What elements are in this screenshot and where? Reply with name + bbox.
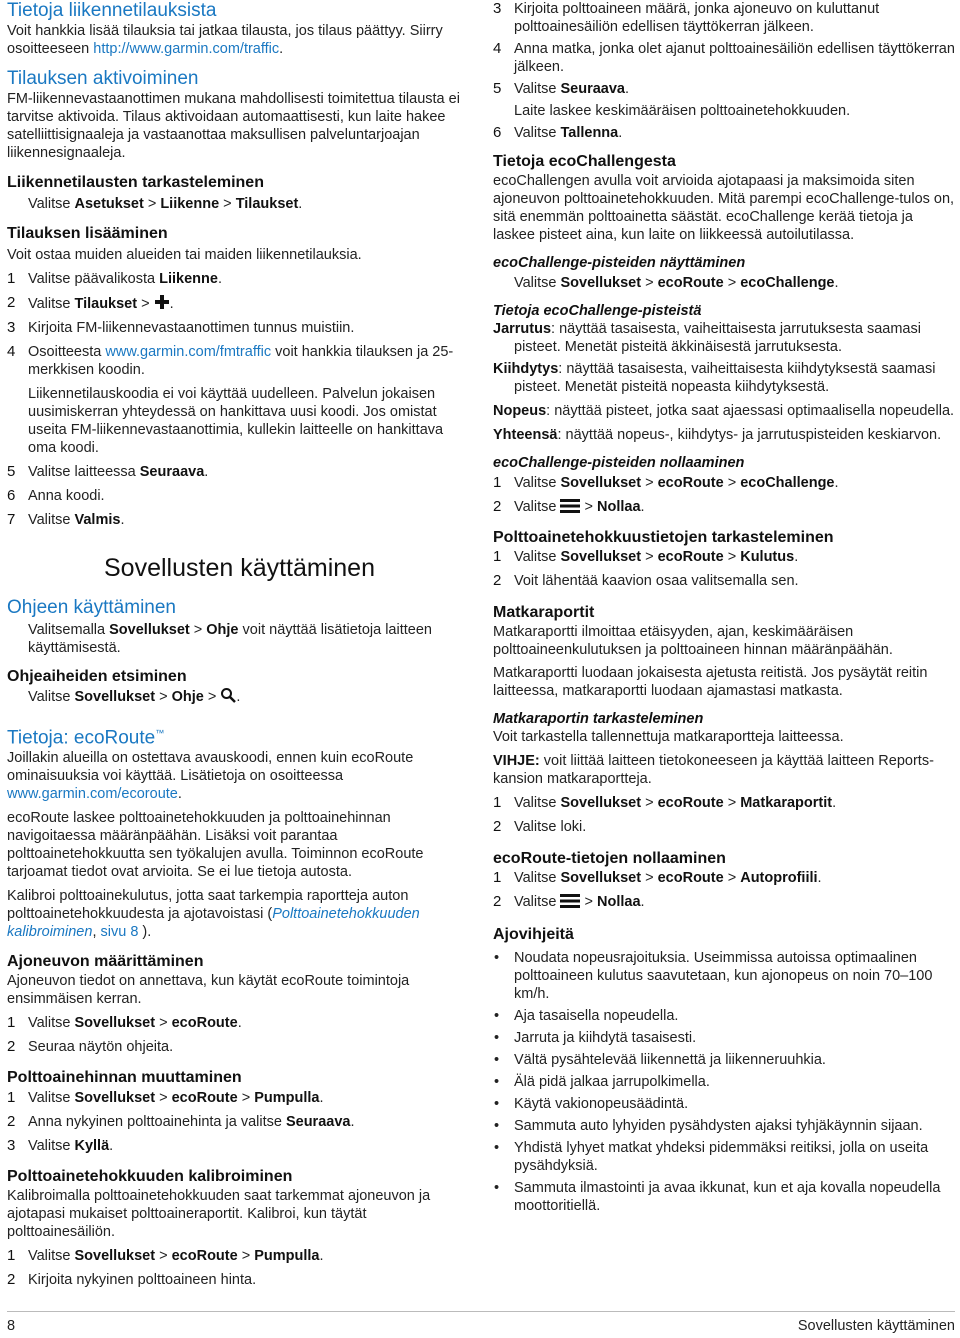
braking-definition: Jarrutus: näyttää tasaisesta, vaiheittaisesta jarrutuksesta saamasi pisteet. Menetät pisteitä äkkinäisestä jarrutuksesta. — [493, 321, 921, 355]
tip-item: • Vältä pysähtelevää liikennettä ja liikenneruuhkia. — [494, 1052, 826, 1068]
fuelinfo-step-1: 1 Valitse Sovellukset > ecoRoute > Kulutus. — [493, 548, 799, 565]
viewrep-step-1: 1 Valitse Sovellukset > ecoRoute > Matkaraportit. — [493, 794, 837, 811]
ecoroute-heading: Tietoja: ecoRoute™ — [7, 727, 165, 749]
tip-item: • Käytä vakionopeusäädintä. — [494, 1096, 689, 1112]
fuel-info-heading: Polttoainetehokkuustietojen tarkasteleminen — [493, 529, 834, 546]
search-help-step: Valitse Sovellukset > Ohje > . — [28, 689, 241, 705]
calib-step-6: 6 Valitse Tallenna. — [493, 124, 623, 141]
calib-step-5-note: Laite laskee keskimääräisen polttoainetehokkuuden. — [514, 103, 851, 119]
traffic-body: Voit hankkia lisää tilauksia tai jatkaa tilausta, jos tilaus päättyy. Siirry osoitteeseen http://www.garmin.com/traffic. — [7, 23, 443, 57]
footer-rule — [7, 1311, 955, 1312]
driving-tips-list — [493, 949, 955, 1215]
calib-step-3: 3 Kirjoita polttoaineen määrä, jonka ajoneuvo on kuluttanut polttoainesäiliön edellisen täyttökerran jälkeen. — [493, 0, 880, 35]
tip-item: • Älä pidä jalkaa jarrupolkimella. — [494, 1074, 710, 1090]
view-report-heading: Matkaraportin tarkasteleminen — [493, 711, 704, 727]
mileage-p2: Matkaraportti luodaan jokaisesta ajetusta reitistä. Jos pysäytät reitin laitteessa, matkaraportti luodaan ajamastasi matkasta. — [493, 665, 928, 699]
tip-item: • Jarruta ja kiihdytä tasaisesti. — [494, 1030, 697, 1046]
calib-step-5: 5 Valitse Seuraava. Laite laskee keskimääräisen polttoainetehokkuuden. — [493, 80, 955, 120]
add-step-2: 2 Valitse Tilaukset > . — [7, 294, 174, 312]
calib-step-1: 1 Valitse Sovellukset > ecoRoute > Pumpulla. — [7, 1247, 324, 1265]
reset-data-heading: ecoRoute-tietojen nollaaminen — [493, 850, 726, 867]
view-subscriptions-step: Valitse Asetukset > Liikenne > Tilaukset. — [28, 196, 303, 212]
total-definition: Yhteensä: näyttää nopeus-, kiihdytys- ja jarrutuspisteiden keskiarvon. — [493, 427, 942, 443]
tip-note: VIHJE: voit liittää laitteen tietokoneeseen ja käyttää laitteen Reports-kansion matkaraportteja. — [493, 753, 934, 787]
calib-step-4: 4 Anna matka, jonka olet ajanut polttoainesäiliön edellisen täyttökerran jälkeen. — [493, 40, 955, 75]
fmtraffic-link[interactable]: www.garmin.com/fmtraffic — [105, 344, 272, 360]
speed-definition: Nopeus: näyttää pisteet, jotka saat ajaessasi optimaalisella nopeudella. — [493, 403, 955, 419]
menu-icon — [560, 894, 580, 908]
show-scores-heading: ecoChallenge-pisteiden näyttäminen — [493, 255, 746, 271]
show-scores-step: Valitse Sovellukset > ecoRoute > ecoChallenge. — [514, 275, 839, 291]
activation-heading: Tilauksen aktivoiminen — [7, 68, 199, 89]
help-body: Valitsemalla Sovellukset > Ohje voit näyttää lisätietoja laitteen käyttämisestä. — [28, 622, 432, 656]
fuel-price-heading: Polttoainehinnan muuttaminen — [7, 1069, 242, 1087]
driving-tips-heading: Ajovihjeitä — [493, 926, 574, 943]
activation-body: FM-liikennevastaanottimen mukana mahdollisesti toimitettua tilausta ei tarvitse aktivoida. Tilaus aktivoidaan automaattisesti, kun laite hakee satelliittisignaaleja ja vastaanottaa maksullisen palveluntarjoajan liikennesignaaleja. — [7, 91, 460, 161]
calibration-xref-link[interactable]: Polttoainetehokkuuden kalibroiminen — [7, 906, 420, 941]
menu-icon — [560, 499, 580, 513]
tip-item: • Sammuta auto lyhyiden pysähdysten ajaksi tyhjäkäynnin sijaan. — [494, 1118, 923, 1134]
add-subscription-heading: Tilauksen lisääminen — [7, 225, 168, 242]
search-icon — [220, 687, 236, 703]
calibration-body: Kalibroimalla polttoainetehokkuuden saat tarkemmat ajoneuvon ja ajotapasi mukaiset polttoaineraportit. Kalibroi, kun täytät polttoainesäiliön. — [7, 1188, 431, 1241]
viewrep-step-2: 2 Valitse loki. — [493, 818, 587, 835]
plus-icon — [154, 294, 170, 310]
traffic-subscriptions-heading: Tietoja liikennetilauksista — [7, 0, 217, 21]
tip-item: • Aja tasaisella nopeudella. — [494, 1008, 679, 1024]
acceleration-definition: Kiihdytys: näyttää tasaisesta, vaiheittaisesta kiihdytyksestä saamasi pisteet. Menetät pisteitä nopeasta kiihdytyksestä. — [493, 361, 936, 395]
ecoroute-p1: Joillakin alueilla on ostettava avauskoodi, ennen kuin ecoRoute ominaisuuksia voi käyttää. Lisätietoja on osoitteessa www.garmin.com/ecoroute. — [7, 750, 414, 803]
ecochallenge-body: ecoChallengen avulla voit arvioida ajotapaasi ja maksimoida siten ajoneuvon polttoainetehokkuuden. Mitä parempi ecoChallenge-tulos on, sitä enemmän polttoainetta säästät. ecoChallenge kerää tietoja ja laskee pisteet aina, kun laite on liikkeessä autoilutilassa. — [493, 173, 955, 243]
add-step-3: 3 Kirjoita FM-liikennevastaanottimen tunnus muistiin. — [7, 319, 355, 336]
tip-item: • Noudata nopeusrajoituksia. Useimmissa autoissa optimaalinen polttoaineen kulutus saavutetaan, kun ajonopeus on noin 70–100 km/h. — [494, 950, 933, 1002]
price-step-2: 2 Anna nykyinen polttoainehinta ja valitse Seuraava. — [7, 1113, 355, 1131]
tip-item: • Yhdistä lyhyet matkat yhdeksi pidemmäksi reitiksi, jolla on useita pysähdyksiä. — [494, 1140, 929, 1174]
add-step-4: 4 Osoitteesta www.garmin.com/fmtraffic voit hankkia tilauksen ja 25-merkkisen koodin. Liikennetilauskoodia ei voi käyttää uudelleen. Palvelun jokaisen uusimiskerran yhteydessä on hankittava uusi koodi. Jos omistat useita FM-liikennevastaanottimia, kullekin laitteelle on hankittava oma koodi. — [7, 343, 472, 457]
calib-step-2: 2 Kirjoita nykyinen polttoaineen hinta. — [7, 1271, 257, 1289]
reset-step-2: 2 Valitse > Nollaa. — [493, 498, 645, 515]
ecoroute-p2: ecoRoute laskee polttoainetehokkuuden ja polttoainehinnan navigoitaessa määränpäähän. Lisäksi voit parantaa polttoainetehokkuutta sen työkalujen avulla. Toiminnon ecoRoute tarjoamat tiedot ovat arvioita. Se ei lue tietoja autosta. — [7, 810, 424, 881]
help-heading: Ohjeen käyttäminen — [7, 597, 176, 618]
search-help-heading: Ohjeaiheiden etsiminen — [7, 668, 187, 685]
tip-item: • Sammuta ilmastointi ja avaa ikkunat, kun et aja kovalla nopeudella moottoritiellä. — [494, 1180, 941, 1214]
chapter-title: Sovellusten käyttäminen — [104, 554, 375, 582]
left-column — [7, 0, 472, 1289]
price-step-3: 3 Valitse Kyllä. — [7, 1137, 114, 1155]
page-xref-link[interactable]: sivu 8 — [100, 924, 139, 941]
add-step-5: 5 Valitse laitteessa Seuraava. — [7, 463, 209, 480]
vehicle-body: Ajoneuvon tiedot on annettava, kun käytät ecoRoute toimintoja ensimmäisen kerran. — [7, 973, 410, 1008]
mileage-heading: Matkaraportit — [493, 604, 595, 621]
right-column — [493, 0, 955, 1215]
add-step-6: 6 Anna koodi. — [7, 487, 105, 504]
page-number: 8 — [7, 1318, 16, 1334]
add-subscription-intro: Voit ostaa muiden alueiden tai maiden liikennetilauksia. — [7, 247, 362, 263]
calibration-heading: Polttoainetehokkuuden kalibroiminen — [7, 1168, 293, 1186]
vehicle-step-2: 2 Seuraa näytön ohjeita. — [7, 1038, 174, 1056]
price-step-1: 1 Valitse Sovellukset > ecoRoute > Pumpulla. — [7, 1089, 324, 1107]
add-step-1: 1 Valitse päävalikosta Liikenne. — [7, 270, 222, 287]
add-step-7: 7 Valitse Valmis. — [7, 511, 125, 528]
vehicle-heading: Ajoneuvon määrittäminen — [7, 953, 204, 971]
vehicle-step-1: 1 Valitse Sovellukset > ecoRoute. — [7, 1014, 242, 1032]
add-step-4-note: Liikennetilauskoodia ei voi käyttää uudelleen. Palvelun jokaisen uusimiskerran yhteydessä on hankittava uusi koodi. Jos omistat useita FM-liikennevastaanottimia, kullekin laitteelle on hankittava oma koodi. — [28, 386, 444, 456]
view-subscriptions-heading: Liikennetilausten tarkasteleminen — [7, 174, 264, 191]
ecoroute-link[interactable]: www.garmin.com/ecoroute — [7, 786, 178, 803]
reset-step-1: 1 Valitse Sovellukset > ecoRoute > ecoChallenge. — [493, 474, 839, 491]
footer-section: Sovellusten käyttäminen — [797, 1318, 955, 1334]
mileage-p1: Matkaraportti ilmoittaa etäisyyden, ajan, keskimääräisen polttoaineenkulutuksen ja polttoaineen hinnan määränpäähän. — [493, 624, 893, 658]
resetdata-step-2: 2 Valitse > Nollaa. — [493, 893, 645, 910]
about-scores-heading: Tietoja ecoChallenge-pisteistä — [493, 303, 702, 319]
fuelinfo-step-2: 2 Voit lähentää kaavion osaa valitsemalla sen. — [493, 572, 799, 589]
reset-scores-heading: ecoChallenge-pisteiden nollaaminen — [493, 455, 745, 471]
ecoroute-p3: Kalibroi polttoainekulutus, jotta saat tarkempia raportteja auton polttoainetehokkuudesta ja ajotavoistasi (Polttoainetehokkuuden kalibroiminen, sivu 8 ). — [7, 888, 420, 941]
view-report-body: Voit tarkastella tallennettuja matkaraportteja laitteessa. — [493, 729, 844, 745]
resetdata-step-1: 1 Valitse Sovellukset > ecoRoute > Autoprofiili. — [493, 869, 822, 886]
ecochallenge-heading: Tietoja ecoChallengesta — [493, 153, 676, 170]
traffic-link[interactable]: http://www.garmin.com/traffic — [93, 41, 280, 57]
